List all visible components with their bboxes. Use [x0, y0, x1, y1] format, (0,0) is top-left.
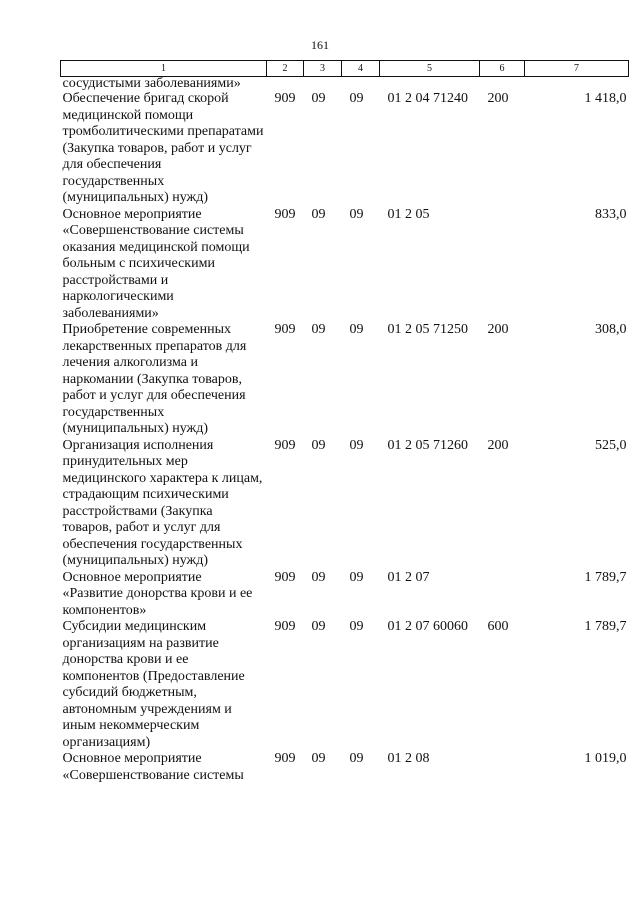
column-header-1: 1 [61, 61, 267, 77]
row-name: Основное мероприятие «Совершенствование системы оказания медицинской помощи больным с психическими расстройствами и наркологическими заболеваниями» [62, 206, 250, 321]
column-header-5: 5 [380, 61, 480, 77]
section-code: 09 [311, 437, 326, 453]
subsection-code: 09 [349, 91, 364, 106]
budget-table [60, 60, 629, 784]
column-header-6: 6 [480, 61, 525, 77]
row-name: Субсидии медицинским организациям на развитие донорства крови и ее компонентов (Предоставление субсидий бюджетным, автономным учреждениям и иным некоммерческим организациям) [62, 619, 245, 750]
row-name: Приобретение современных лекарственных препаратов для лечения алкоголизма и наркомании (Закупка товаров, работ и услуг для обеспечения государственных (муниципальных) нужд) [62, 322, 247, 436]
target-article: 01 2 04 71240 [387, 91, 468, 106]
row-name: Основное мероприятие «Совершенствование системы [62, 751, 244, 783]
subsection-code: 09 [349, 619, 364, 634]
expense-type: 200 [487, 322, 509, 337]
table-row [61, 438, 629, 570]
section-code: 09 [311, 91, 326, 106]
section-code: 09 [311, 751, 326, 766]
column-header-2: 2 [267, 61, 304, 77]
expense-type [480, 751, 525, 784]
ministry-code: 909 [274, 437, 296, 453]
column-header-7: 7 [525, 61, 629, 77]
target-article: 01 2 07 60060 [387, 619, 468, 634]
ministry-code: 909 [274, 569, 296, 585]
expense-type: 200 [487, 437, 509, 453]
row-name: Организация исполнения принудительных мер медицинского характера к лицам, страдающим психическими расстройствами (Закупка товаров, работ и услуг для обеспечения государственных (муниципальных) нужд) [62, 437, 263, 568]
target-article: 01 2 05 [387, 206, 430, 222]
target-article: 01 2 05 71260 [387, 437, 468, 453]
expense-type [480, 570, 525, 620]
subsection-code: 09 [349, 206, 364, 222]
amount: 833,0 [595, 206, 627, 222]
amount: 1 789,7 [584, 619, 627, 634]
subsection-code: 09 [349, 569, 364, 585]
subsection-code: 09 [349, 437, 364, 453]
table-row [61, 570, 629, 620]
column-number-header [61, 61, 629, 77]
column-header-3: 3 [304, 61, 342, 77]
continuation-text: сосудистыми заболеваниями» [62, 76, 241, 91]
amount: 1 789,7 [584, 569, 627, 585]
target-article: 01 2 05 71250 [387, 322, 468, 337]
ministry-code: 909 [274, 619, 296, 634]
continuation-row [61, 77, 629, 92]
table-row [61, 751, 629, 784]
row-name: Обеспечение бригад скорой медицинской помощи тромболитическими препаратами (Закупка товаров, работ и услуг для обеспечения государственных (муниципальных) нужд) [62, 91, 264, 205]
subsection-code: 09 [349, 322, 364, 337]
amount: 1 418,0 [584, 91, 627, 106]
table-row [61, 207, 629, 323]
amount: 525,0 [595, 437, 627, 453]
expense-type: 200 [487, 91, 509, 106]
section-code: 09 [311, 322, 326, 337]
table-body [61, 77, 629, 785]
table-row [61, 322, 629, 438]
ministry-code: 909 [274, 91, 296, 106]
amount: 308,0 [595, 322, 627, 337]
amount: 1 019,0 [584, 751, 627, 766]
table-row [61, 91, 629, 207]
row-name: Основное мероприятие «Развитие донорства крови и ее компонентов» [62, 569, 253, 618]
subsection-code: 09 [349, 751, 364, 766]
section-code: 09 [311, 619, 326, 634]
expense-type [480, 207, 525, 323]
page-number: 161 [311, 38, 329, 52]
ministry-code: 909 [274, 751, 296, 766]
target-article: 01 2 08 [387, 751, 430, 766]
table-row [61, 619, 629, 751]
expense-type: 600 [487, 619, 509, 634]
section-code: 09 [311, 569, 326, 585]
column-header-4: 4 [342, 61, 380, 77]
target-article: 01 2 07 [387, 569, 430, 585]
ministry-code: 909 [274, 322, 296, 337]
ministry-code: 909 [274, 206, 296, 222]
section-code: 09 [311, 206, 326, 222]
